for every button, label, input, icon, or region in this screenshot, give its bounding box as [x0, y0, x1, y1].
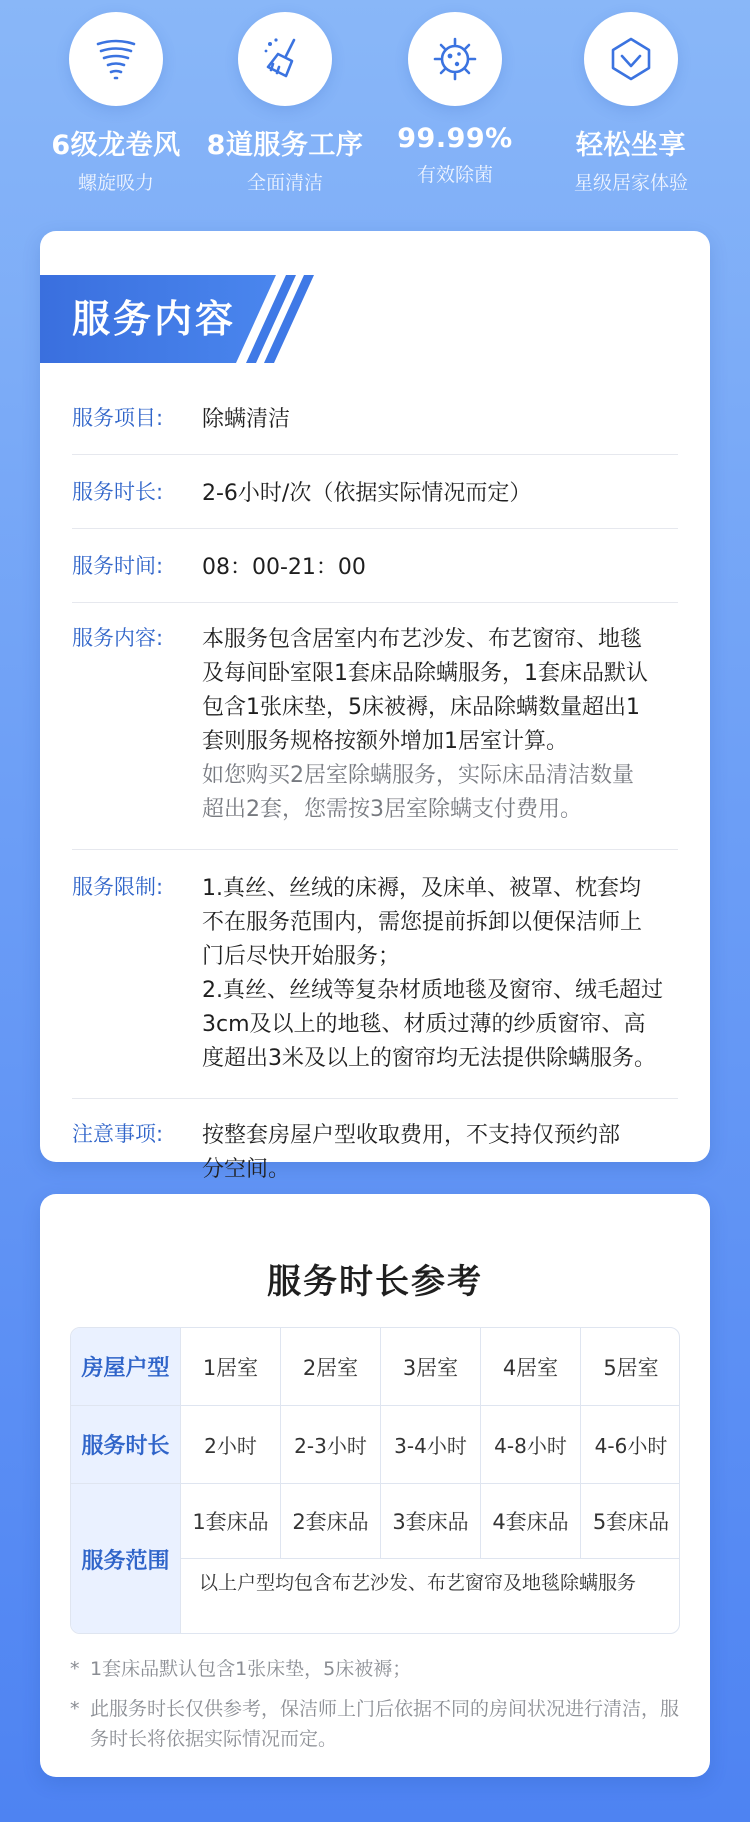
duration-reference-card [40, 1194, 710, 1777]
footnotes [70, 1654, 680, 1764]
scope-note: 以上户型均包含布艺沙发、布艺窗帘及地毯除螨服务 [199, 1572, 637, 1594]
row-line-note: 如您购买2居室除螨服务，实际床品清洁数量 [202, 763, 634, 788]
row-value [202, 623, 678, 827]
row-line: 2-6小时/次（依据实际情况而定） [202, 481, 532, 506]
row-line: 按整套房屋户型收取费用，不支持仅预约部 [202, 1123, 621, 1148]
service-row-limits [72, 850, 678, 1099]
feature-subtitle: 螺旋吸力 [77, 172, 154, 194]
footnote [70, 1654, 680, 1684]
row-line: 度超出3米及以上的窗帘均无法提供除螨服务。 [202, 1046, 656, 1071]
service-rows [72, 381, 678, 1187]
table-row-duration [181, 1406, 680, 1484]
row-value [202, 1119, 678, 1187]
row-header-duration: 服务时长 [71, 1406, 181, 1484]
table-title: 服务时长参考 [267, 1262, 483, 1302]
service-row-duration [72, 455, 678, 529]
feature-strip [0, 0, 750, 200]
feature-title: 99.99% [397, 123, 513, 154]
table-cell: 1居室 [181, 1328, 281, 1405]
table-cell: 3套床品 [381, 1484, 481, 1558]
table-cell: 1套床品 [181, 1484, 281, 1558]
row-key: 注意事项: [72, 1122, 164, 1146]
service-row-item [72, 381, 678, 455]
diamond-icon [584, 12, 678, 106]
section-header [40, 275, 340, 363]
service-content-card [40, 231, 710, 1182]
table-cell: 4-8小时 [481, 1406, 581, 1483]
row-value [202, 403, 678, 437]
row-key: 服务时间: [72, 554, 164, 578]
footnote-text: 此服务时长仅供参考，保洁师上门后依据不同的房间状况进行清洁，服务时长将依据实际情况而定。 [90, 1698, 680, 1750]
table-cell: 2居室 [281, 1328, 381, 1405]
row-line: 3cm及以上的地毯、材质过薄的纱质窗帘、高 [202, 1012, 646, 1037]
row-value [202, 551, 678, 585]
table-cell: 2套床品 [281, 1484, 381, 1558]
feature-title: 6级龙卷风 [51, 130, 181, 161]
feature-subtitle: 星级居家体验 [573, 172, 688, 194]
tornado-icon [69, 12, 163, 106]
footnote-mark: * [70, 1658, 80, 1680]
row-key: 服务内容: [72, 626, 164, 650]
table-cell: 2-3小时 [281, 1406, 381, 1483]
service-row-content [72, 603, 678, 850]
feature-sterilize [365, 0, 545, 187]
table-cell: 3居室 [381, 1328, 481, 1405]
footnote [70, 1694, 680, 1754]
row-value [202, 477, 678, 511]
footnote-mark: * [70, 1698, 80, 1720]
table-cell: 4居室 [481, 1328, 581, 1405]
row-line: 包含1张床垫，5床被褥，床品除螨数量超出1 [202, 695, 640, 720]
row-header-scope: 服务范围 [71, 1484, 181, 1634]
table-cell: 3-4小时 [381, 1406, 481, 1483]
table-cell: 5套床品 [592, 1510, 670, 1534]
feature-title: 轻松坐享 [576, 130, 686, 161]
row-key: 服务时长: [72, 480, 164, 504]
feature-subtitle: 全面清洁 [246, 172, 323, 194]
row-key: 服务项目: [72, 406, 164, 430]
row-header-rooms: 房屋户型 [71, 1328, 181, 1406]
feature-title: 8道服务工序 [206, 130, 364, 161]
feature-process [195, 0, 375, 195]
feature-subtitle: 有效除菌 [416, 164, 493, 186]
service-row-notes [72, 1099, 678, 1187]
row-line: 08：00-21：00 [202, 555, 366, 580]
feature-tornado [26, 0, 206, 195]
footnote-text: 1套床品默认包含1张床垫，5床被褥； [90, 1658, 412, 1680]
table-cell: 4套床品 [481, 1484, 581, 1558]
row-line: 不在服务范围内，需您提前拆卸以便保洁师上 [202, 910, 643, 935]
row-line: 分空间。 [202, 1157, 291, 1182]
row-line: 1.真丝、丝绒的床褥，及床单、被罩、枕套均 [202, 876, 641, 901]
row-line: 及每间卧室限1套床品除螨服务，1套床品默认 [202, 661, 648, 686]
broom-icon [238, 12, 332, 106]
row-line: 本服务包含居室内布艺沙发、布艺窗帘、地毯 [202, 627, 643, 652]
row-line: 除螨清洁 [202, 407, 291, 432]
feature-enjoy [541, 0, 721, 195]
row-line: 2.真丝、丝绒等复杂材质地毯及窗帘、绒毛超过 [202, 978, 663, 1003]
table-row-rooms [181, 1328, 680, 1406]
duration-table [70, 1327, 680, 1634]
germ-icon [408, 12, 502, 106]
service-row-time [72, 529, 678, 603]
table-cell: 5居室 [603, 1355, 659, 1380]
row-line: 门后尽快开始服务； [202, 944, 401, 969]
row-line-note: 超出2套，您需按3居室除螨支付费用。 [202, 797, 582, 822]
table-cell: 4-6小时 [594, 1434, 668, 1458]
table-cell: 2小时 [181, 1406, 281, 1483]
row-value [202, 872, 678, 1076]
table-row-bedding [181, 1484, 680, 1559]
section-title: 服务内容 [72, 297, 237, 341]
row-line: 套则服务规格按额外增加1居室计算。 [202, 729, 568, 754]
row-key: 服务限制: [72, 875, 164, 899]
